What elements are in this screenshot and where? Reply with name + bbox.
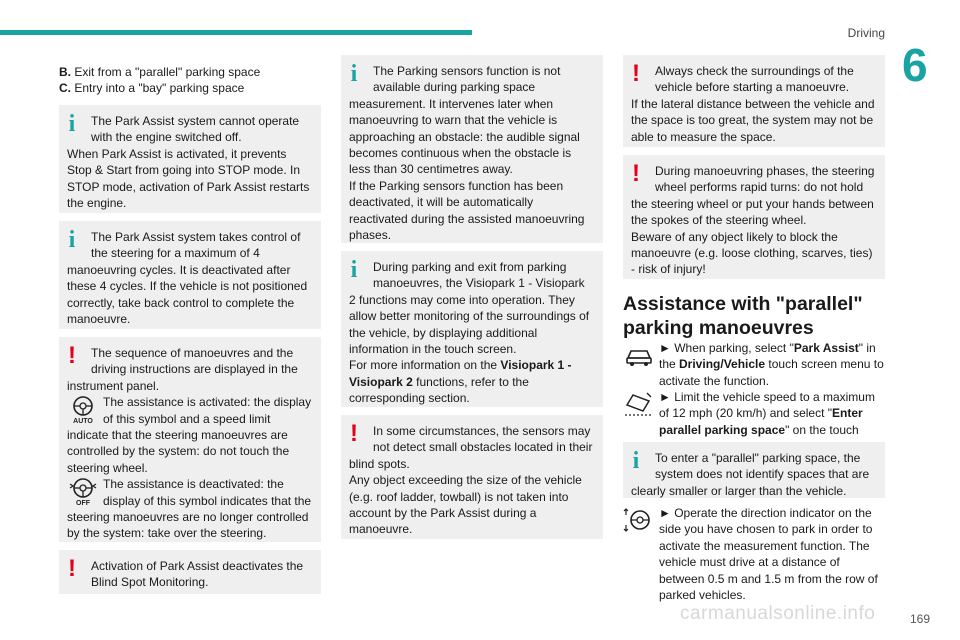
box-text: Any object exceeding the size of the vehicle (e.g. roof ladder, towball) is not taken into account by the Park Assist during a manoeuvre. bbox=[349, 473, 582, 537]
text-run: touch screen menu to activate the function. bbox=[659, 357, 884, 388]
box-text: manoeuvring cycles. It is deactivated after these 4 cycles. If the vehicle is not positioned correctly, take back control to complete the manoeuvre. bbox=[67, 262, 308, 327]
text-bold: Driving/Vehicle bbox=[679, 357, 766, 372]
text-bold: Visiopark 1 - Visiopark 2 bbox=[349, 358, 572, 389]
info-icon: i bbox=[68, 227, 76, 253]
box-text: Activation of Park Assist deactivates the Blind Spot Monitoring. bbox=[91, 559, 304, 590]
box-text: steering manoeuvres are no longer controlled by the system: take over the steering. bbox=[67, 510, 309, 541]
text-run: For more information on the bbox=[349, 358, 501, 373]
warning-icon: ! bbox=[68, 342, 76, 369]
parallel-parking-icon bbox=[623, 389, 655, 419]
box-text: instrument panel. bbox=[67, 378, 160, 393]
box-text: If the Parking sensors function has been deactivated, it will be automatically reactivated during the assisted manoeuvring phases. bbox=[349, 178, 585, 243]
box-text bbox=[349, 357, 595, 406]
box-text: The Park Assist system cannot operate with the engine switched off. bbox=[91, 114, 300, 145]
box-text: The assistance is activated: the display of this symbol and a speed limit bbox=[103, 395, 312, 426]
text-run: ► Operate the direction indicator on the side you have chosen to park in order to activate the measurement function. The vehicle must drive at a distance of between 0.5 m and 1.5 m from the row of parked vehicles. bbox=[659, 506, 878, 603]
info-box-sensors bbox=[341, 55, 603, 243]
text-run: ► When parking, select " bbox=[659, 341, 794, 355]
steering-indicator-icon bbox=[623, 505, 655, 535]
steering-auto-icon bbox=[67, 394, 99, 424]
auto-row bbox=[67, 394, 313, 427]
off-row bbox=[67, 476, 313, 509]
box-text: measurement. It intervenes later when manoeuvring to warn that the vehicle is approaching an obstacle: the audible signal becomes continuous when the obstacle is less than 30 centimetres away. bbox=[349, 96, 580, 177]
warning-icon: ! bbox=[632, 160, 640, 187]
off-label: OFF bbox=[76, 500, 90, 507]
steering-off-icon bbox=[67, 476, 99, 506]
info-icon: i bbox=[350, 257, 358, 283]
box-text: clearly smaller or larger than the vehicle. bbox=[631, 483, 847, 498]
list-letter: B. bbox=[59, 65, 71, 79]
info-icon: i bbox=[632, 448, 640, 474]
car-park-assist-icon bbox=[623, 340, 655, 370]
box-text: The Parking sensors function is not available during parking space bbox=[373, 64, 561, 95]
watermark: carmanualsonline.info bbox=[680, 603, 876, 624]
step-park-assist bbox=[623, 340, 885, 389]
text-bold: Park Assist bbox=[793, 341, 859, 355]
box-text: The Park Assist system takes control of the steering for a maximum of 4 bbox=[91, 230, 301, 261]
warning-icon: ! bbox=[68, 555, 76, 582]
warning-box-surroundings bbox=[623, 55, 885, 147]
warning-box-blind-spots bbox=[341, 415, 603, 539]
page-number: 169 bbox=[909, 612, 930, 626]
list-c bbox=[59, 80, 321, 96]
info-box-steering bbox=[59, 221, 321, 329]
header-accent-bar bbox=[0, 30, 472, 35]
section-heading: Assistance with "parallel" parking manoeuvres bbox=[623, 293, 863, 339]
box-text: When Park Assist is activated, it prevents Stop & Start from going into STOP mode. In STOP mode, activation of Park Assist restarts the engine. bbox=[67, 146, 310, 211]
box-text: indicate that the steering manoeuvres are controlled by the system: do not touch the steering wheel. bbox=[67, 428, 290, 475]
box-text: During parking and exit from parking manoeuvres, the Visiopark 1 - Visiopark bbox=[373, 260, 585, 291]
chapter-number: 6 bbox=[902, 39, 928, 91]
text-run: ► Limit the vehicle speed to a maximum of 12 mph (20 km/h) and select " bbox=[659, 390, 875, 421]
box-text: 2 functions may come into operation. They allow better monitoring of the surroundings of the vehicle, by displaying additional information in the touch screen. bbox=[349, 292, 590, 357]
text-run: " in the bbox=[659, 341, 876, 372]
warning-icon: ! bbox=[350, 420, 358, 447]
box-text: Beware of any object likely to block the manoeuvre (e.g. loose clothing, scarves, ties) - risk of injury! bbox=[631, 229, 873, 277]
warning-box-steering-turns bbox=[623, 155, 885, 279]
box-text: blind spots. bbox=[349, 456, 410, 471]
warning-icon: ! bbox=[632, 60, 640, 87]
info-box-visiopark bbox=[341, 251, 603, 407]
box-text: To enter a "parallel" parking space, the system does not identify spaces that are bbox=[655, 451, 870, 482]
box-text: If the lateral distance between the vehicle and the space is too great, the system may not be able to measure the space. bbox=[631, 96, 875, 144]
box-text: The assistance is deactivated: the display of this symbol indicates that the bbox=[103, 477, 312, 508]
info-icon: i bbox=[350, 61, 358, 87]
info-box-engine bbox=[59, 105, 321, 213]
list-text: Entry into a "bay" parking space bbox=[74, 81, 245, 95]
step-direction-indicator bbox=[623, 505, 885, 603]
text-bold: Enter parallel parking space bbox=[659, 406, 863, 437]
info-box-parallel-space bbox=[623, 442, 885, 498]
list-letter: C. bbox=[59, 81, 71, 95]
text-run: functions, refer to the corresponding section. bbox=[349, 374, 529, 406]
warning-box-display bbox=[59, 337, 321, 542]
list-text: Exit from a "parallel" parking space bbox=[74, 65, 261, 79]
info-icon: i bbox=[68, 111, 76, 137]
box-text: In some circumstances, the sensors may not detect small obstacles located in their bbox=[373, 424, 593, 455]
section-title: Driving bbox=[847, 26, 885, 40]
text-run: " on the touch bbox=[785, 422, 859, 437]
box-text: During manoeuvring phases, the steering wheel performs rapid turns: do not hold bbox=[655, 164, 875, 195]
box-text: Always check the surroundings of the vehicle before starting a manoeuvre. bbox=[655, 64, 854, 95]
box-text: the steering wheel or put your hands between the spokes of the steering wheel. bbox=[631, 196, 874, 228]
list-b bbox=[59, 64, 321, 80]
auto-label: AUTO bbox=[73, 418, 93, 425]
box-text: The sequence of manoeuvres and the driving instructions are displayed in the bbox=[91, 346, 298, 377]
warning-box-blind-spot bbox=[59, 550, 321, 594]
